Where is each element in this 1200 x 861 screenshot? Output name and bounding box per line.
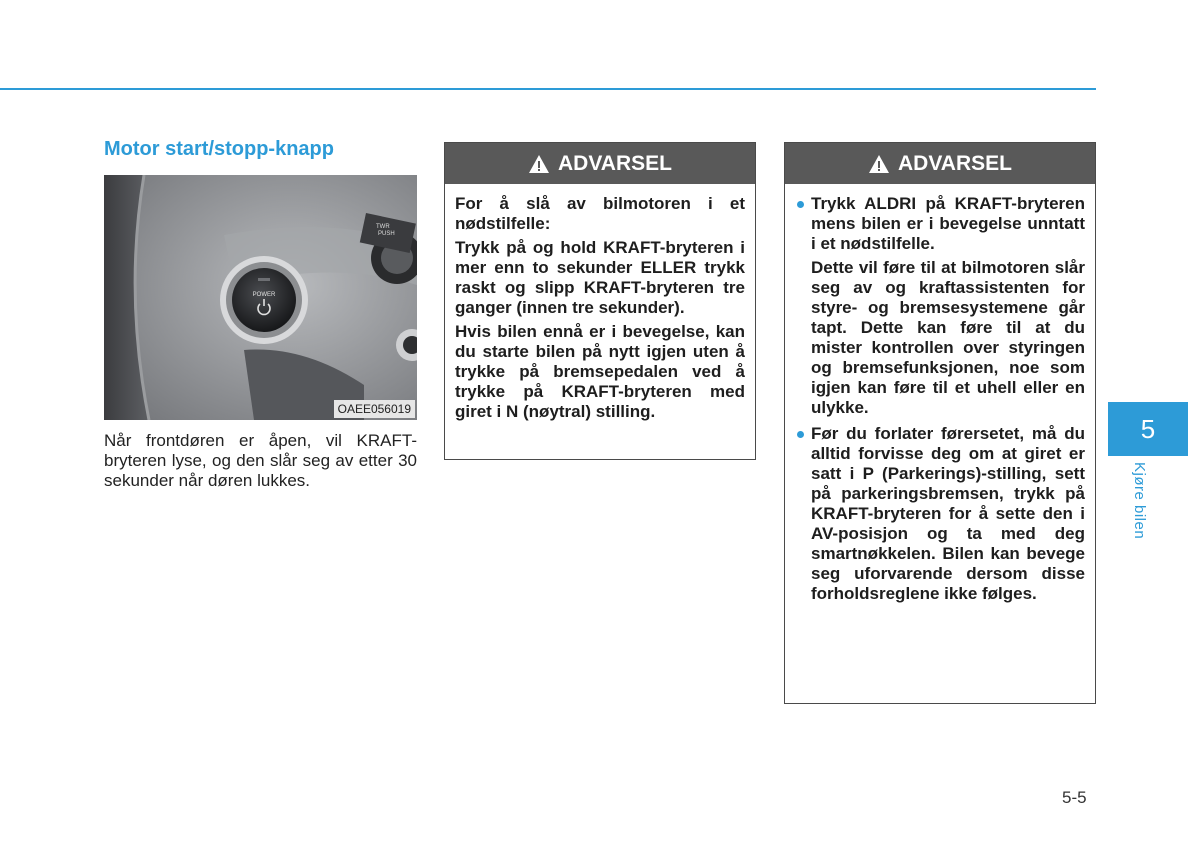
intro-text: Når frontdøren er åpen, vil KRAFT-bryteren lyse, og den slår seg av etter 30 sekunder når døren lukkes. [104,431,417,490]
warning-triangle-icon [528,154,550,174]
warning-header [445,143,755,184]
warning-paragraph: Hvis bilen ennå er i bevegelse, kan du starte bilen på nytt igjen uten å trykke på bremsepedalen ved å trykke på KRAFT-bryteren med giret i N (nøytral) stilling. [455,322,745,421]
warning-triangle-icon [868,154,890,174]
warning-box-left [444,142,756,460]
corner-label-2: PUSH [378,231,395,237]
section-title: Motor start/stopp-knapp [104,138,334,160]
page-number: 5-5 [1062,788,1087,807]
corner-label-1: TWR [376,224,390,230]
power-button-label: POWER [252,292,276,298]
bullet-text: Trykk ALDRI på KRAFT-bryteren mens bilen er i bevegelse unntatt i et nødstilfelle. [811,194,1085,253]
warning-box-right [784,142,1096,704]
warning-heading: ADVARSEL [898,151,1012,175]
warning-bullet [795,194,1085,418]
chapter-name: Kjøre bilen [1131,462,1148,540]
bullet-followup-text: Dette vil føre til at bilmotoren slår seg av og kraftassistenten for styre- og bremsesystemene går tapt. Dette kan føre til at du mister kontrollen over styringen og bremsefunksjonen, noe som igjen kan føre til et uhell eller en ulykke. [811,258,1085,417]
warning-header [785,143,1095,184]
chapter-tab: 5 [1108,402,1188,456]
power-button-photo [104,175,417,420]
image-code: OAEE056019 [334,400,415,418]
warning-paragraph: Trykk på og hold KRAFT-bryteren i mer enn to sekunder ELLER trykk raskt og slipp KRAFT-bryteren tre ganger (innen tre sekunder). [455,238,745,317]
warning-bullet [795,424,1085,604]
top-rule [0,88,1096,90]
warning-heading: ADVARSEL [558,151,672,175]
bullet-text: Før du forlater førersetet, må du alltid forvisse deg om at giret er satt i P (Parkerings)-stilling, sett på parkeringsbremsen, trykk på KRAFT-bryteren for å sette den i AV-posisjon og ta med deg smartnøkkelen. Bilen kan bevege seg uforvarende dersom disse forholdsreglene ikke følges. [811,424,1085,603]
warning-paragraph: For å slå av bilmotoren i et nødstilfelle: [455,194,745,233]
